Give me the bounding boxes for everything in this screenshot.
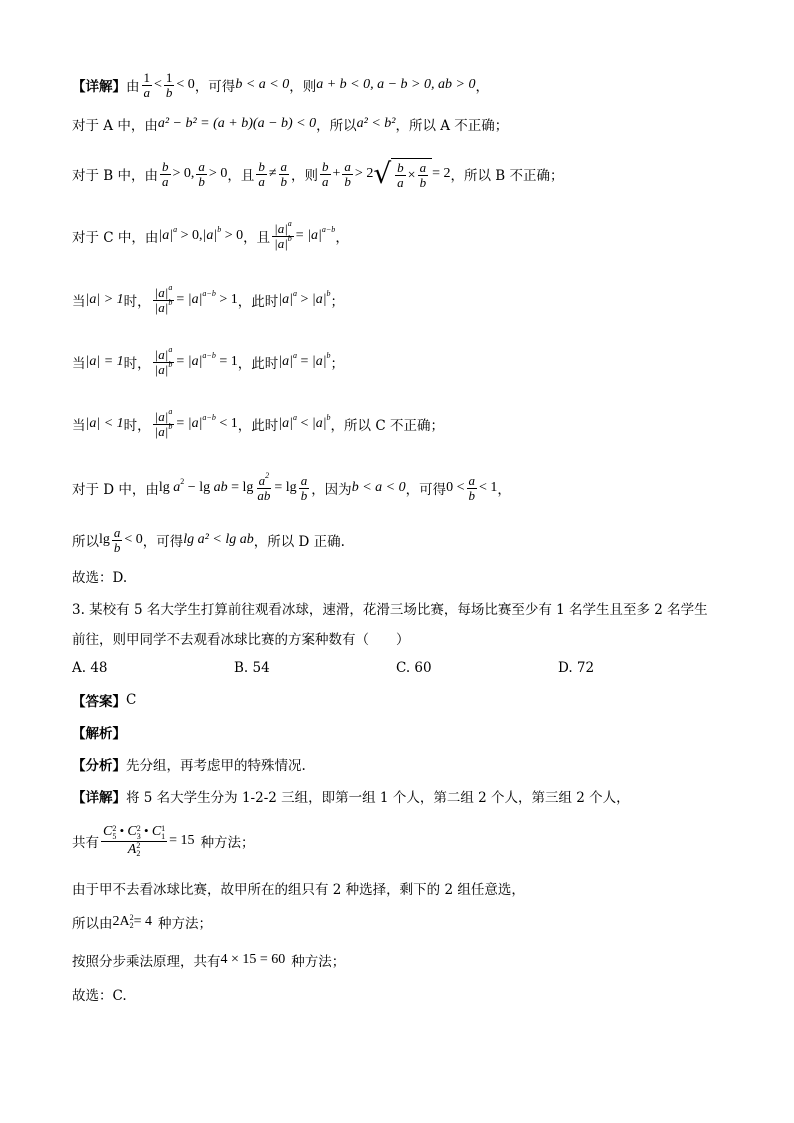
- text: ；: [330, 294, 345, 310]
- text: 将 5 名大学生分为 1-2-2 三组，即第一组 1 个人，第二组 2 个人，第三组 2 个人，: [126, 790, 630, 806]
- fraction-power: $\frac{|a|^a}{|a|^b}$: [154, 344, 173, 377]
- text: 对于 A 中，由: [72, 118, 158, 134]
- option-b: B. 54: [234, 660, 270, 676]
- text: 故选：C.: [72, 988, 127, 1004]
- fraction-power: $\frac{|a|^a}{|a|^b}$: [274, 218, 292, 251]
- fraction-a-over-b: $\frac{a}{b}$: [198, 158, 205, 189]
- xiangjie-line: [72, 786, 734, 806]
- fenxi-line: [72, 754, 734, 774]
- option-d-conclusion: 所以 lg $\frac{a}{b}$ < 0 ，可得 lg a² < lg ab ，所以 D 正确.: [72, 524, 345, 555]
- math: lg a² < lg ab: [183, 532, 254, 547]
- math-diff-squares: a² − b² = (a + b)(a − b) < 0: [157, 116, 317, 131]
- text: ，此时: [237, 294, 279, 310]
- text: ，: [497, 482, 511, 498]
- answer-label: 【答案】: [72, 694, 126, 710]
- math: > 0,: [172, 166, 195, 181]
- answer-line: [72, 690, 734, 710]
- combination-fraction: C 2 5 • C 2 3 • C 1 1 A 2 2: [103, 823, 166, 858]
- text: ，可得: [405, 482, 447, 498]
- math: b < a < 0: [351, 480, 406, 495]
- text: ；: [330, 356, 345, 372]
- math: |a| = 1: [85, 354, 124, 369]
- math: 0 <: [446, 480, 465, 495]
- text: 故选：D.: [72, 570, 128, 586]
- text: ，: [335, 230, 349, 246]
- case-equal-one: 当 |a| = 1 时， $\frac{|a|^a}{|a|^b}$ = $|a|^{a-b} = 1$ ，此时 $|a|^a = |a|^b$ ；: [72, 344, 345, 377]
- analysis-label: 【解析】: [72, 726, 126, 742]
- math: = 2: [432, 166, 451, 181]
- math: > 2: [354, 166, 374, 181]
- math: < 0: [124, 532, 143, 547]
- fraction-a-over-b: $\frac{a}{b}$: [280, 158, 288, 189]
- option-d-analysis: 对于 D 中，由 $\lg a^2 - \lg$ ab = lg $\frac{a^2}{ab}$ = lg $\frac{a}{b}$ ，因为 b < a < 0 ，可得 0 < $\frac{a}{b}$ < 1 ，: [72, 470, 511, 503]
- math: = 4: [133, 914, 153, 929]
- text: 由于甲不去看冰球比赛，故甲所在的组只有 2 种选择，剩下的 2 组任意选，: [72, 882, 525, 898]
- option-c: C. 60: [396, 660, 432, 676]
- fraction-power: $\frac{|a|^a}{|a|^b}$: [154, 282, 173, 315]
- fraction-power: $\frac{|a|^a}{|a|^b}$: [154, 406, 173, 439]
- fenxi-label: 【分析】: [72, 758, 126, 774]
- text: ，此时: [237, 418, 279, 434]
- sqrt-expression: √ $\frac{b}{a}$ × $\frac{a}{b}$: [373, 158, 432, 189]
- fraction-b-over-a: $\frac{b}{a}$: [258, 158, 265, 189]
- jia-line: [72, 878, 734, 898]
- text: 对于 B 中，由: [72, 168, 159, 184]
- text: 共有: [72, 835, 99, 851]
- question-text: 3. 某校有 5 名大学生打算前往观看冰球，速滑，花滑三场比赛，每场比赛至少有 1 名学生且至多 2 名学生: [72, 602, 708, 618]
- answer-value: C: [126, 692, 137, 708]
- xiangjie-label: 【详解】: [72, 790, 126, 806]
- math-ab-ineq: b < a < 0: [235, 77, 290, 92]
- suoyi-line: 所以由 2A 2 2 = 4 种方法；: [72, 912, 213, 932]
- fraction-b-over-a: $\frac{b}{a}$: [322, 158, 329, 189]
- fraction-a-over-b: $\frac{a}{b}$: [300, 472, 308, 503]
- text: 当: [72, 418, 86, 434]
- math: > 0: [208, 166, 228, 181]
- text: 先分组，再考虑甲的特殊情况.: [126, 758, 306, 774]
- text: 种方法；: [158, 916, 213, 932]
- case-less-one: 当 |a| < 1 时， $\frac{|a|^a}{|a|^b}$ = $|a|^{a-b} < 1$ ，此时 $|a|^a < |a|^b$ ，所以 C 不正确；: [72, 406, 444, 439]
- text: 所以: [72, 534, 99, 550]
- math: < 1: [479, 480, 498, 495]
- analysis-heading: [72, 722, 734, 742]
- text: 时，: [123, 418, 151, 434]
- text: ，可得: [194, 79, 236, 95]
- fraction-a-over-b: $\frac{a}{b}$: [113, 524, 121, 555]
- fraction-a-over-b: $\frac{a}{b}$: [468, 472, 475, 503]
- text: 所以由: [72, 916, 113, 932]
- text: ，所以 B 不正确；: [450, 168, 564, 184]
- text: ，则: [291, 168, 319, 184]
- final-answer-line: [72, 984, 734, 1004]
- fraction-b-over-a: $\frac{b}{a}$: [162, 158, 169, 189]
- option-a: A. 48: [72, 660, 108, 676]
- anzhao-line: [72, 950, 734, 970]
- option-b-analysis: 对于 B 中，由 $\frac{b}{a}$ > 0, $\frac{a}{b}$ > 0 ，且 $\frac{b}{a}$ ≠ $\frac{a}{b}$ ，则 $\frac{b}{a}$ + $\frac{a}{b}$ > 2 √ $\frac{b}{a}$ × $\frac{a}{b}$ = 2 ，所以 B 不正确；: [72, 157, 564, 190]
- math: = 15: [169, 833, 195, 848]
- text: ，所以: [316, 118, 357, 134]
- math: 4 × 15 = 60: [220, 952, 286, 967]
- text: ，则: [289, 79, 317, 95]
- question-3-line-2: [72, 628, 734, 648]
- math: |a| > 1: [85, 292, 124, 307]
- text: 对于 D 中，由: [72, 482, 159, 498]
- text: ，所以 C 不正确；: [330, 418, 444, 434]
- option-d: D. 72: [558, 660, 595, 676]
- text: 种方法；: [291, 954, 346, 970]
- option-c-analysis: 对于 C 中，由 $|a|^a > 0,|a|^b > 0$ ，且 $\frac{|a|^a}{|a|^b}$ = $|a|^{a-b}$ ，: [72, 218, 349, 251]
- text: ，: [475, 79, 489, 95]
- text: ，所以 A 不正确；: [395, 118, 509, 134]
- math-a2-lt-b2: a² < b²: [356, 116, 396, 131]
- text: ，可得: [142, 534, 184, 550]
- fraction-1-over-a: $\frac{1}{a}$: [143, 69, 150, 100]
- fraction-1-over-b: $\frac{1}{b}$: [165, 69, 173, 100]
- question-3-line-1: [72, 598, 734, 618]
- case-greater-one: 当 |a| > 1 时， $\frac{|a|^a}{|a|^b}$ = $|a|^{a-b} > 1$ ，此时 $|a|^a > |a|^b$ ；: [72, 282, 345, 315]
- text: 当: [72, 294, 86, 310]
- question-text: 前往，则甲同学不去观看冰球比赛的方案种数有（ ）: [72, 632, 410, 648]
- option-a-analysis: [72, 112, 734, 136]
- fraction-a2-over-ab: $\frac{a^2}{ab}$: [257, 470, 271, 503]
- text: ，因为: [311, 482, 352, 498]
- text: 当: [72, 356, 86, 372]
- detail-label: 【详解】: [72, 79, 126, 95]
- fraction-a-over-b: $\frac{a}{b}$: [344, 158, 351, 189]
- text: ，且: [227, 168, 255, 184]
- answer-line-d: [72, 566, 734, 586]
- math: 2A: [112, 914, 130, 930]
- text: ，此时: [237, 356, 279, 372]
- text: 时，: [123, 294, 151, 310]
- text: 由: [126, 79, 140, 95]
- text: ，且: [243, 230, 271, 246]
- text: 种方法；: [200, 835, 255, 851]
- text: 按照分步乘法原理，共有: [72, 954, 221, 970]
- combination-line: [72, 818, 734, 864]
- text: 对于 C 中，由: [72, 230, 159, 246]
- math: |a| < 1: [85, 416, 124, 431]
- text: 时，: [123, 356, 151, 372]
- math-relations: a + b < 0, a − b > 0, ab > 0: [316, 77, 476, 92]
- detail-line-1: 【详解】 由 $\frac{1}{a}$ < $\frac{1}{b}$ < 0 ，可得 b < a < 0 ，则 a + b < 0, a − b > 0, ab > 0 ，: [72, 69, 489, 100]
- text: ，所以 D 正确.: [253, 534, 345, 550]
